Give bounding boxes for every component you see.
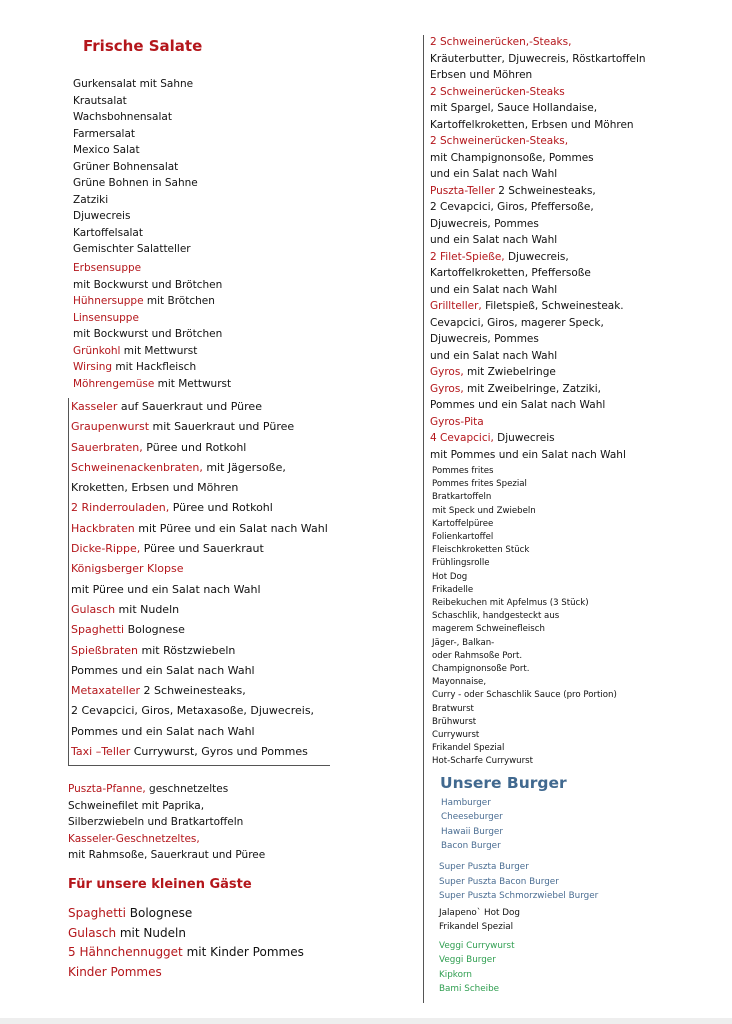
menu-item [71,722,328,742]
item-text: Pommes und ein Salat nach Wahl [71,724,255,738]
menu-item [71,661,328,681]
menu-item [68,904,304,924]
item-name: 2 Filet-Spieße, [430,250,505,263]
mains-left-border [68,398,69,766]
item-text: Pommes frites [432,466,494,476]
item-name: 4 Cevapcici, [430,432,494,444]
item-text: mit Speck und Zwiebeln [432,505,536,516]
item-name: Wirsing [73,361,113,373]
menu-item [73,241,198,258]
item-text: Curry - oder Schaschlik Sauce (pro Portion) [432,690,617,701]
item-text: Folienkartoffel [432,532,494,543]
menu-item [73,192,198,209]
burgers-list [441,796,503,853]
item-text: Currywurst, Gyros und Pommes [130,745,308,759]
menu-item [430,232,646,249]
item-text: 2 Cevapcici, Giros, Metaxasoße, Djuwecreis, [71,704,315,718]
menu-item [73,159,198,176]
menu-item [432,505,617,518]
item-text: Reibekuchen mit Apfelmus (3 Stück) [432,598,589,609]
extra-list [439,906,520,935]
menu-item [68,798,265,815]
item-text: Cheeseburger [441,812,503,823]
menu-item [430,34,646,51]
menu-item [430,117,646,134]
item-name: Gyros, [430,382,464,395]
item-text: mit Bockwurst und Brötchen [73,278,223,291]
item-text: auf Sauerkraut und Püree [117,400,262,413]
menu-item [432,689,617,702]
soups-list [73,260,231,392]
menu-item [441,796,503,810]
menu-item [68,831,265,848]
menu-item [73,376,231,393]
menu-item [430,430,646,447]
menu-item [432,478,617,491]
item-text: Gurkensalat mit Sahne [73,78,194,90]
item-text: Silberzwiebeln und Bratkartoffeln [68,816,244,828]
item-name: Dicke-Rippe, [71,542,141,556]
item-text: Kräuterbutter, Djuwecreis, Röstkartoffeln [430,52,646,65]
menu-item [71,397,328,417]
item-text: mit Püree und ein Salat nach Wahl [134,521,328,535]
menu-item [441,839,503,853]
item-text: mit Zwiebelringe [463,366,556,378]
item-name: Hühnersuppe [73,295,144,307]
item-name: Puszta-Pfanne, [68,783,146,795]
item-text: Grüner Bohnensalat [73,160,179,173]
item-text: Kartoffelkroketten, Erbsen und Möhren [430,118,634,131]
item-text: mit Mettwurst [154,377,232,390]
mains-bottom-border [68,765,330,766]
item-text: 2 Schweinesteaks, [494,184,596,197]
menu-item [439,939,515,953]
item-text: Jalapeno` Hot Dog [439,908,520,918]
menu-item [71,478,328,498]
menu-item [73,293,231,310]
item-name: Kinder Pommes [68,965,162,980]
menu-item [73,359,231,376]
menu-item [432,703,617,716]
item-text: Pommes und ein Salat nach Wahl [71,663,255,677]
menu-item [430,315,646,332]
item-name: Kasseler-Geschnetzeltes, [68,832,200,845]
menu-item [430,183,646,200]
menu-item [439,953,515,967]
item-name: 2 Schweinerücken,-Steaks, [430,36,572,48]
menu-item [430,414,646,431]
menu-item [71,539,328,559]
veggi-list [439,939,515,996]
item-name: Erbsensuppe [73,262,142,274]
item-text: Frikandel Spezial [432,743,505,754]
menu-item [430,381,646,398]
item-text: Super Puszta Bacon Burger [439,876,559,887]
menu-item [68,814,265,831]
item-name: Grillteller, [430,300,482,312]
item-text: mit Nudeln [115,602,180,616]
item-text: Erbsen und Möhren [430,69,533,81]
menu-item [71,620,328,640]
item-name: Grünkohl [73,344,121,357]
item-name: 5 Hähnchennugget [68,945,183,960]
menu-item [71,417,328,437]
menu-item [71,498,328,518]
menu-item [71,559,328,579]
menu-item [432,676,617,689]
item-text: Cevapcici, Giros, magerer Speck, [430,316,604,329]
menu-item [68,847,265,864]
menu-item [439,875,598,890]
item-name: Spießbraten [71,643,139,657]
menu-item [432,491,617,504]
menu-item [430,298,646,315]
item-text: oder Rahmsoße Port. [432,650,523,661]
menu-item [432,623,617,636]
item-text: mit Kinder Pommes [182,945,304,960]
menu-item [430,150,646,167]
item-text: Wachsbohnensalat [73,111,172,123]
menu-item [73,175,198,192]
menu-item [71,600,328,620]
menu-item [71,701,328,721]
menu-item [430,331,646,348]
item-name: Hackbraten [71,521,135,535]
item-text: Kartoffelsalat [73,226,143,239]
menu-item [432,531,617,544]
menu-item [432,716,617,729]
item-name: 2 Schweinerücken-Steaks [430,85,565,98]
menu-item [68,781,265,798]
menu-item [430,100,646,117]
menu-item [430,282,646,299]
item-text: Püree und Sauerkraut [140,542,264,556]
item-text: mit Champignonsoße, Pommes [430,151,594,164]
item-text: Jäger-, Balkan- [432,637,495,648]
item-name: 2 Rinderrouladen, [71,501,170,515]
menu-item [73,326,231,343]
kids-heading: Für unsere kleinen Gäste [68,877,252,892]
item-text: Farmersalat [73,127,136,140]
item-name: Kasseler [71,400,118,413]
menu-item [439,906,520,920]
item-text: Bolognese [124,623,185,637]
item-text: mit Rahmsoße, Sauerkraut und Püree [68,849,266,861]
burger-heading: Unsere Burger [440,774,567,792]
item-text: Gemischter Salatteller [73,243,191,255]
item-text: Hawaii Burger [441,826,503,837]
item-text: Krautsalat [73,94,127,107]
menu-item [71,681,328,701]
item-text: Brühwurst [432,716,477,727]
item-text: Bolognese [125,906,193,920]
item-text: Djuwecreis, Pommes [430,217,539,230]
menu-item [439,889,598,904]
item-name: Königsberger Klopse [71,562,184,576]
menu-item [430,166,646,183]
menu-item [439,920,520,934]
item-text: Kipkorn [439,969,472,980]
menu-item [73,109,198,126]
item-text: Zatziki [73,193,109,206]
item-text: Veggi Currywurst [439,941,515,951]
item-text: Bami Scheibe [439,983,500,994]
item-text: Hamburger [441,798,491,808]
menu-item [73,310,231,327]
item-text: Püree und Rotkohl [169,501,273,515]
item-text: Kartoffelpüree [432,518,494,529]
item-text: Hot-Scharfe Currywurst [432,756,533,767]
item-name: Gyros-Pita [430,415,484,428]
menu-item [432,584,617,597]
menu-item [68,963,304,983]
menu-item [432,597,617,610]
menu-item [432,755,617,768]
sides-list [432,465,617,769]
menu-item [430,397,646,414]
menu-item [71,438,328,458]
menu-item [430,51,646,68]
item-text: und ein Salat nach Wahl [430,349,558,362]
mains-list [71,397,328,762]
menu-item [68,943,304,963]
item-text: magerem Schweinefleisch [432,624,545,635]
menu-item [441,825,503,839]
menu-item [432,518,617,531]
item-text: Fleischkroketten Stück [432,545,530,556]
item-text: und ein Salat nach Wahl [430,283,558,296]
item-text: Djuwecreis [493,432,555,444]
item-name: Taxi –Teller [71,745,131,759]
menu-item [73,225,198,242]
menu-item [73,260,231,277]
item-text: Bacon Burger [441,840,501,851]
menu-item [439,968,515,982]
menu-item [432,650,617,663]
menu-item [432,637,617,650]
item-text: 2 Cevapcici, Giros, Pfeffersoße, [430,201,594,213]
column-divider [423,35,424,1003]
item-text: Frikadelle [432,584,474,595]
menu-item [430,447,646,464]
item-name: Metaxateller [71,684,141,698]
pfanne-list [68,781,265,864]
item-text: Hot Dog [432,571,468,582]
item-text: Bratwurst [432,703,474,714]
page-footer-bar [0,1018,732,1024]
menu-item [73,93,198,110]
menu-item [430,67,646,84]
item-text: Pommes und ein Salat nach Wahl [430,399,606,411]
item-text: geschnetzeltes [145,783,229,795]
menu-item [73,142,198,159]
menu-item [430,84,646,101]
menu-item [430,364,646,381]
item-text: Mexico Salat [73,144,140,156]
menu-item [430,348,646,365]
menu-item [71,519,328,539]
menu-item [430,199,646,216]
menu-item [439,982,515,996]
menu-item [430,216,646,233]
salads-heading: Frische Salate [83,37,203,55]
menu-item [73,76,198,93]
menu-item [432,742,617,755]
item-text: Schweinefilet mit Paprika, [68,799,205,812]
steaks-list [430,34,646,463]
menu-item [68,924,304,944]
item-name: Gulasch [71,602,116,616]
menu-item [71,641,328,661]
item-text: Djuwecreis [73,210,131,222]
menu-item [432,610,617,623]
item-text: Frikandel Spezial [439,922,514,933]
item-text: Bratkartoffeln [432,492,492,503]
super-burgers-list [439,860,598,904]
item-text: Currywurst [432,730,480,741]
item-name: Sauerbraten, [71,440,143,454]
item-text: Püree und Rotkohl [142,440,247,454]
item-text: mit Zweibelringe, Zatziki, [463,382,602,395]
menu-item [441,810,503,824]
menu-item [73,343,231,360]
item-text: mit Hackfleisch [112,361,197,373]
item-name: Gyros, [430,366,464,378]
item-text: Super Puszta Schmorzwiebel Burger [439,891,599,902]
item-text: mit Püree und ein Salat nach Wahl [71,582,261,596]
menu-item [430,249,646,266]
item-text: Champignonsoße Port. [432,664,530,675]
menu-item [71,742,328,762]
menu-item [71,458,328,478]
item-text: Mayonnaise, [432,677,487,688]
item-name: Graupenwurst [71,420,150,434]
menu-item [432,663,617,676]
item-text: Djuwecreis, Pommes [430,333,539,345]
menu-item [432,544,617,557]
item-name: 2 Schweinerücken-Steaks, [430,135,569,147]
item-text: Djuwecreis, [504,250,569,263]
item-text: Kartoffelkroketten, Pfeffersoße [430,267,591,279]
item-text: 2 Schweinesteaks, [140,684,246,698]
item-text: mit Spargel, Sauce Hollandaise, [430,102,598,114]
item-text: mit Nudeln [116,925,186,940]
item-text: mit Jägersoße, [202,460,286,474]
menu-item [439,860,598,875]
item-text: Grüne Bohnen in Sahne [73,177,198,189]
item-text: Veggi Burger [439,955,496,966]
item-text: Kroketten, Erbsen und Möhren [71,481,239,495]
menu-item [432,465,617,478]
menu-item [432,557,617,570]
menu-item [432,571,617,584]
menu-item [73,277,231,294]
item-text: und ein Salat nach Wahl [430,168,558,180]
item-name: Spaghetti [68,906,126,920]
menu-item [432,729,617,742]
item-text: mit Bockwurst und Brötchen [73,328,223,340]
item-text: mit Pommes und ein Salat nach Wahl [430,448,626,461]
item-name: Linsensuppe [73,311,139,324]
menu-item [430,265,646,282]
item-text: mit Röstzwiebeln [138,643,236,657]
item-name: Puszta-Teller [430,184,495,197]
item-text: Schaschlik, handgesteckt aus [432,611,560,622]
item-text: und ein Salat nach Wahl [430,234,558,246]
menu-item [73,208,198,225]
item-text: Super Puszta Burger [439,862,529,872]
item-name: Schweinenackenbraten, [71,460,203,474]
salads-list [73,76,198,258]
item-text: mit Brötchen [143,295,215,307]
item-text: Pommes frites Spezial [432,479,527,490]
item-text: Frühlingsrolle [432,558,490,569]
item-name: Gulasch [68,925,117,940]
item-text: Filetspieß, Schweinesteak. [481,300,624,312]
kids-list [68,904,304,983]
item-name: Möhrengemüse [73,377,155,390]
menu-item [430,133,646,150]
menu-item [71,580,328,600]
menu-item [73,126,198,143]
item-name: Spaghetti [71,623,125,637]
item-text: mit Mettwurst [120,344,198,357]
item-text: mit Sauerkraut und Püree [149,420,295,434]
